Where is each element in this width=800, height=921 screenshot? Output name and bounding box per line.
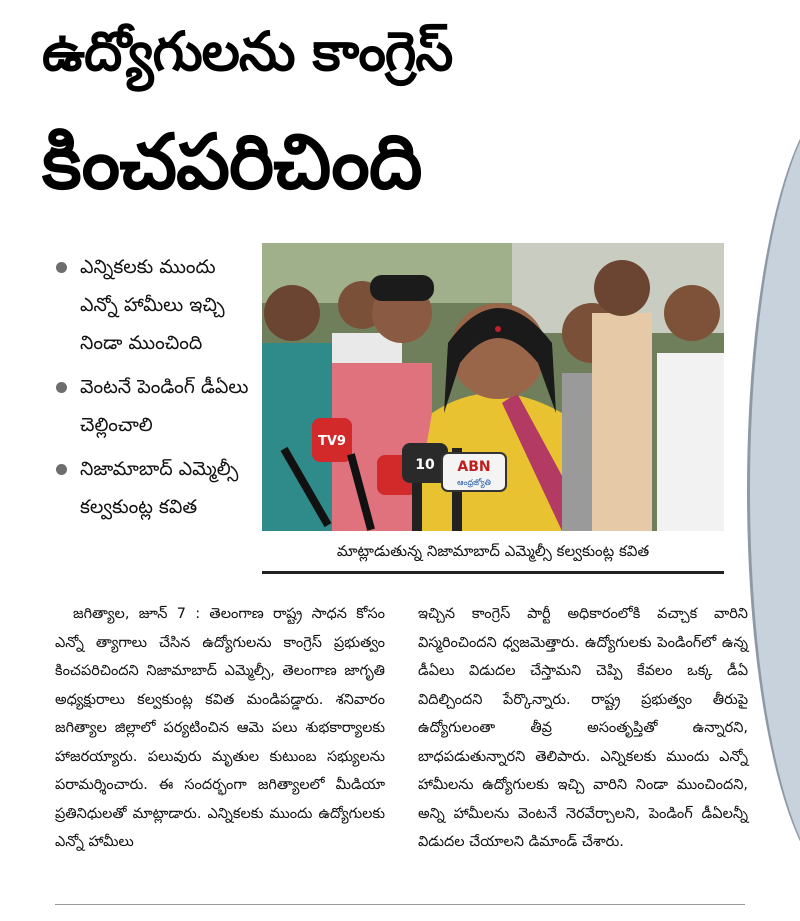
headline-line-1: ఉద్యోగులను కాంగ్రెస్ — [42, 20, 453, 83]
article-column-1: జగిత్యాల, జూన్ 7 : తెలంగాణ రాష్ట్ర సాధన కోసం ఎన్నో త్యాగాలు చేసిన ఉద్యోగులను కాంగ్రెస్ ప్రభుత్వం కించపరిచిందని నిజామాబాద్ ఎమ్మెల్సీ, తెలంగాణ జాగృతి అధ్యక్షురాలు కల్వకుంట్ల కవిత మండిపడ్డారు. శనివారం జగిత్యాల జిల్లాలో పర్యటించిన ఆమె పలు శుభకార్యాలకు హాజరయ్యారు. పలువురు మృతుల కుటుంబ సభ్యులను పరామర్శించారు. ఈ సందర్భంగా జగిత్యాలలో మీడియా ప్రతినిధులతో మాట్లాడారు. ఎన్నికలకు ముందు ఉద్యోగులకు ఎన్నో హామీలు — [55, 606, 385, 850]
highlights-list — [52, 248, 252, 532]
headline — [42, 6, 710, 226]
bullet-icon — [56, 464, 67, 475]
mic-label-andhrajyothy: ఆంధ్రజ్యోతి — [457, 478, 491, 487]
news-photo — [262, 243, 724, 531]
highlight-item — [52, 450, 252, 526]
bullet-icon — [56, 262, 67, 273]
highlight-text: నిజామాబాద్ ఎమ్మెల్సీ కల్వకుంట్ల కవిత — [80, 458, 239, 518]
photo-illustration — [262, 243, 724, 531]
bottom-divider — [55, 904, 745, 905]
photo-caption: మాట్లాడుతున్న నిజామాబాద్ ఎమ్మెల్సీ కల్వకుంట్ల కవిత — [262, 531, 724, 574]
mic-label-tv9: TV9 — [318, 434, 346, 449]
highlight-text: ఎన్నికలకు ముందు ఎన్నో హామీలు ఇచ్చి నిండా ముంచింది — [80, 256, 225, 354]
mic-label-abn: ABN — [457, 459, 491, 475]
highlight-item — [52, 368, 252, 444]
decorative-side-curve — [747, 90, 800, 890]
headline-line-2: కించపరిచింది — [42, 117, 422, 206]
mic-label-10tv: 10 — [415, 457, 435, 473]
bullet-icon — [56, 382, 67, 393]
article-column-2: ఇచ్చిన కాంగ్రెస్ పార్టీ అధికారంలోకి వచ్చాక వారిని విస్మరించిందని ధ్వజమెత్తారు. ఉద్యోగులకు పెండింగ్‌లో ఉన్న డీఏలు విడుదల చేస్తామని చెప్పి కేవలం ఒక్క డీఏ విదిల్చిందని పేర్కొన్నారు. రాష్ట్ర ప్రభుత్వం తీరుపై ఉద్యోగులంతా తీవ్ర అసంతృప్తితో ఉన్నారని, బాధపడుతున్నారని తెలిపారు. ఎన్నికలకు ముందు ఎన్నో హామీలను ఉద్యోగులకు ఇచ్చి వారిని నిండా ముంచిందని, అన్ని హామీలను వెంటనే నెరవేర్చాలని, పెండింగ్ డీఏలన్నీ విడుదల చేయాలని డిమాండ్ చేశారు. — [418, 606, 748, 850]
highlight-item — [52, 248, 252, 362]
highlight-text: వెంటనే పెండింగ్ డీఏలు చెల్లించాలి — [80, 376, 249, 436]
